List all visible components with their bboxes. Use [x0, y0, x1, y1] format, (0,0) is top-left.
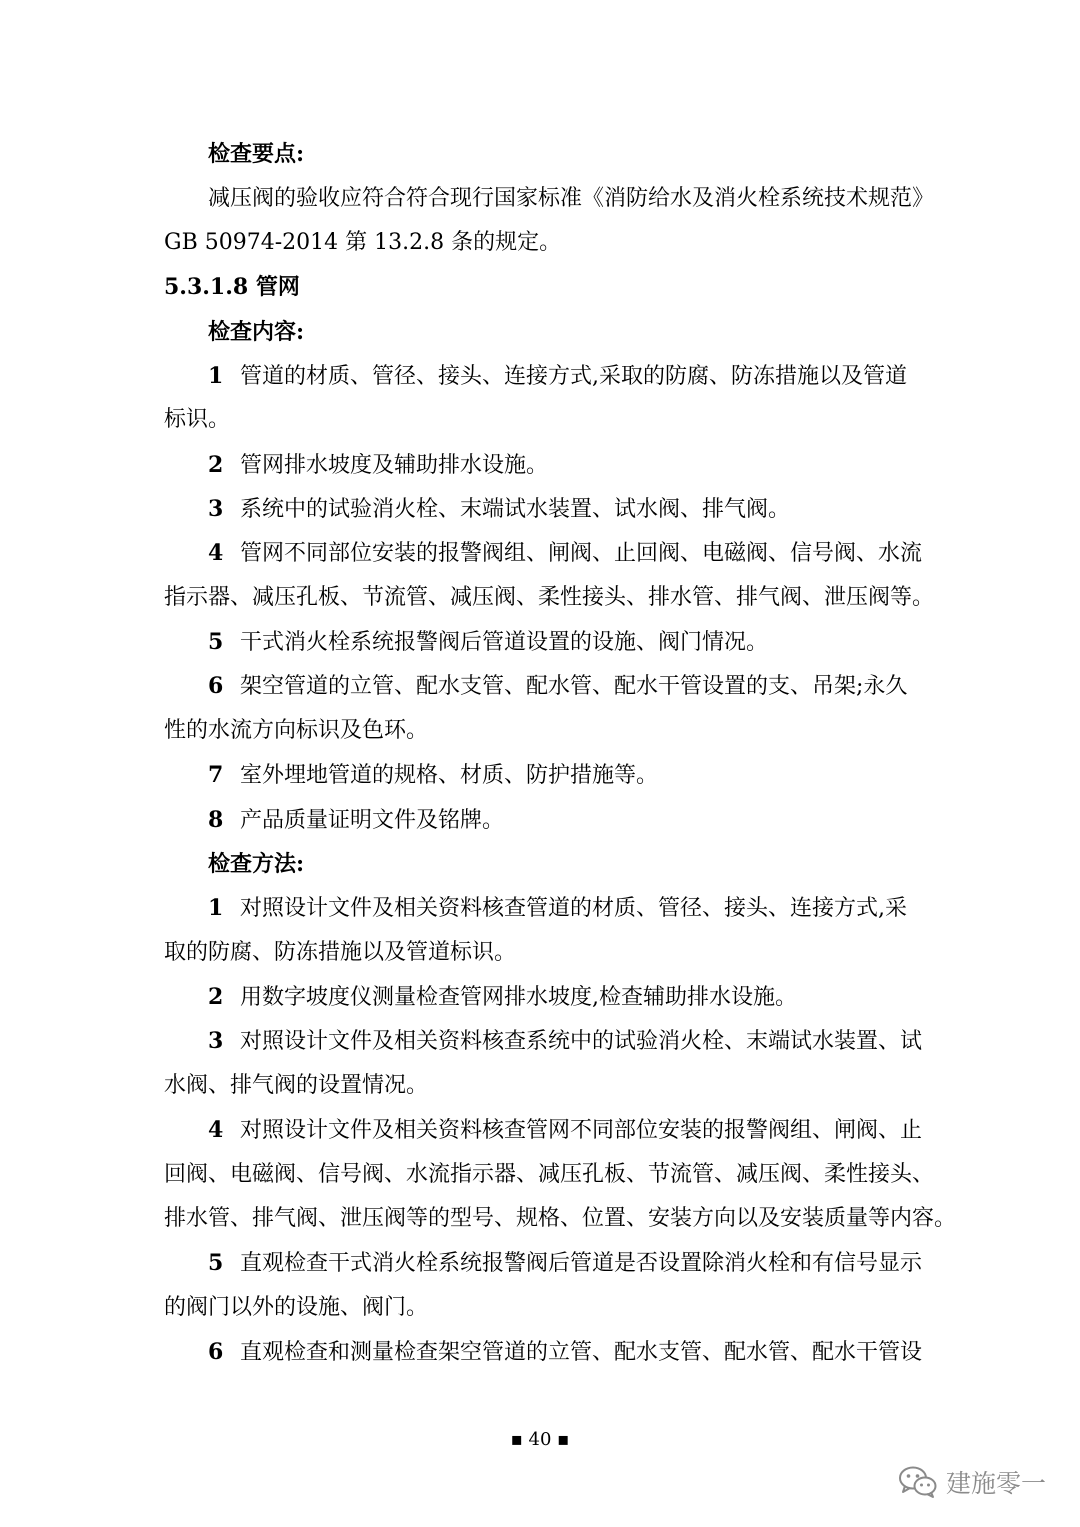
method-item-3 [0, 1026, 1080, 1057]
watermark [898, 1460, 1046, 1504]
content-item-6-cont: 性的水流方向标识及色环。 [164, 718, 429, 743]
item-number: 4 [208, 1117, 224, 1143]
item-text: 对照设计文件及相关资料核查系统中的试验消火栓、末端试水装置、试 [240, 1029, 923, 1054]
content-item-4 [0, 538, 1080, 569]
content-item-3 [0, 494, 1080, 525]
check-points-heading: 检查要点: [208, 141, 305, 167]
item-text: 管网不同部位安装的报警阀组、闸阀、止回阀、电磁阀、信号阀、水流 [240, 541, 923, 566]
method-item-3-cont: 水阀、排气阀的设置情况。 [164, 1073, 429, 1098]
item-number: 7 [208, 762, 224, 788]
check-points-text-line2: GB 50974-2014 第 13.2.8 条的规定。 [164, 230, 562, 255]
method-item-5 [0, 1248, 1080, 1279]
method-item-2 [0, 982, 1080, 1013]
content-item-7 [0, 760, 1080, 791]
item-text: 用数字坡度仪测量检查管网排水坡度,检查辅助排水设施。 [240, 985, 797, 1010]
item-text: 对照设计文件及相关资料核查管网不同部位安装的报警阀组、闸阀、止 [240, 1118, 923, 1143]
method-item-6 [0, 1337, 1080, 1368]
watermark-text: 建施零一 [946, 1469, 1047, 1498]
item-text: 直观检查干式消火栓系统报警阀后管道是否设置除消火栓和有信号显示 [240, 1251, 923, 1276]
method-item-1 [0, 893, 1080, 924]
content-item-2 [0, 450, 1080, 481]
section-title: 5.3.1.8 管网 [164, 274, 300, 300]
item-number: 6 [208, 673, 224, 699]
item-number: 5 [208, 1250, 224, 1276]
item-number: 8 [208, 807, 224, 833]
item-number: 5 [208, 629, 224, 655]
method-item-4-cont2: 排水管、排气阀、泄压阀等的型号、规格、位置、安装方向以及安装质量等内容。 [164, 1206, 957, 1231]
item-number: 6 [208, 1339, 224, 1365]
item-number: 4 [208, 540, 224, 566]
wechat-icon [898, 1465, 938, 1499]
check-points-text-line1: 减压阀的验收应符合符合现行国家标准《消防给水及消火栓系统技术规范》 [208, 186, 935, 211]
item-number: 3 [208, 496, 224, 522]
item-text: 直观检查和测量检查架空管道的立管、配水支管、配水管、配水干管设 [240, 1340, 923, 1365]
item-number: 1 [208, 363, 224, 389]
content-item-1 [0, 361, 1080, 392]
content-item-5 [0, 627, 1080, 658]
item-text: 管道的材质、管径、接头、连接方式,采取的防腐、防冻措施以及管道 [240, 364, 907, 389]
item-text: 管网排水坡度及辅助排水设施。 [240, 453, 549, 478]
item-text: 对照设计文件及相关资料核查管道的材质、管径、接头、连接方式,采 [240, 896, 907, 921]
item-text: 系统中的试验消火栓、末端试水装置、试水阀、排气阀。 [240, 497, 791, 522]
content-item-8 [0, 805, 1080, 836]
method-item-4-cont1: 回阀、电磁阀、信号阀、水流指示器、减压孔板、节流管、减压阀、柔性接头、 [164, 1162, 935, 1187]
method-item-1-cont: 取的防腐、防冻措施以及管道标识。 [164, 940, 517, 965]
method-item-4 [0, 1115, 1080, 1146]
check-contents-heading: 检查内容: [208, 319, 305, 345]
item-number: 2 [208, 984, 224, 1010]
item-text: 产品质量证明文件及铭牌。 [240, 808, 505, 833]
item-number: 3 [208, 1028, 224, 1054]
content-item-6 [0, 671, 1080, 702]
item-number: 2 [208, 452, 224, 478]
method-item-5-cont: 的阀门以外的设施、阀门。 [164, 1295, 429, 1320]
item-text: 干式消火栓系统报警阀后管道设置的设施、阀门情况。 [240, 630, 769, 655]
check-methods-heading: 检查方法: [208, 851, 305, 877]
item-number: 1 [208, 895, 224, 921]
item-text: 架空管道的立管、配水支管、配水管、配水干管设置的支、吊架;永久 [240, 674, 908, 699]
item-text: 室外埋地管道的规格、材质、防护措施等。 [240, 763, 659, 788]
content-item-4-cont: 指示器、减压孔板、节流管、减压阀、柔性接头、排水管、排气阀、泄压阀等。 [164, 585, 935, 610]
content-item-1-cont: 标识。 [164, 407, 231, 432]
page-number: ▪ 40 ▪ [510, 1429, 570, 1450]
